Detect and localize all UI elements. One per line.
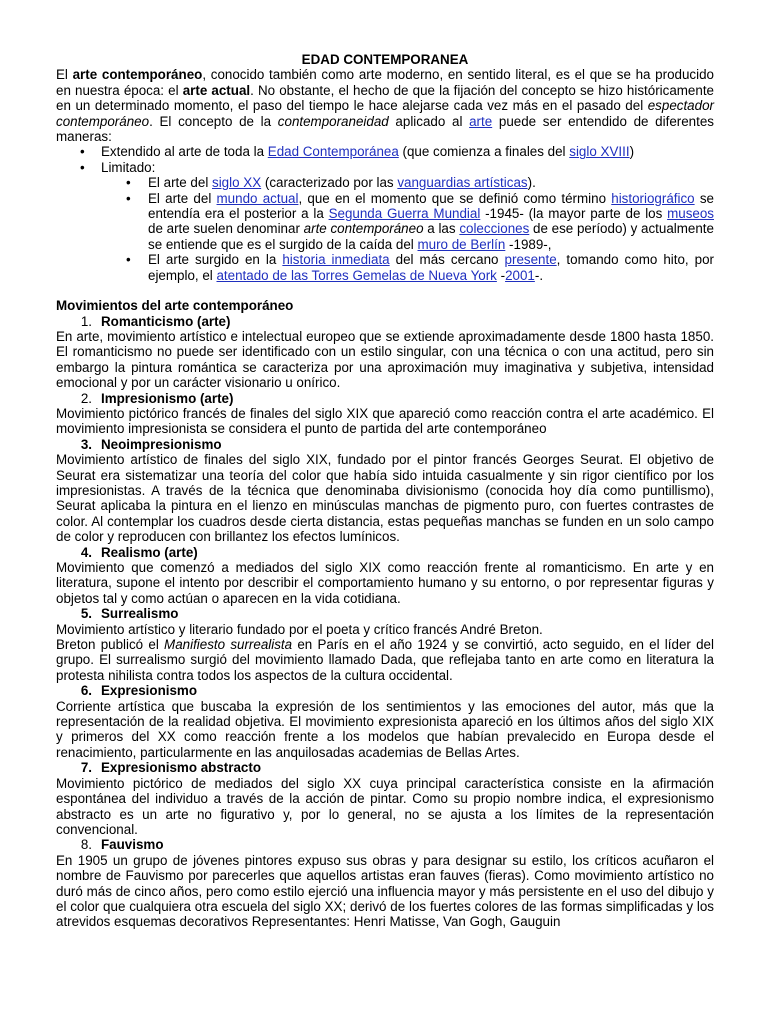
text: de arte suelen denominar xyxy=(148,221,304,237)
link-arte[interactable]: arte xyxy=(469,113,493,129)
italic-term: arte contemporáneo xyxy=(303,221,424,237)
movement-description: Movimiento pictórico de mediados del siglo XX cuya principal característica consiste en la afirmación espontánea del individuo a través de la acción de pintar. Como su propio nombre indica, el expresionismo abstracto es un arte no figurativo y, por lo general, no se ajusta a los límites de la representación convencional. xyxy=(56,775,714,837)
movement-section xyxy=(56,545,714,607)
list-item xyxy=(56,160,714,283)
movement-title: Expresionismo xyxy=(101,683,197,699)
text: -1989-, xyxy=(505,236,552,252)
movement-description: Movimiento artístico de finales del siglo XIX, fundado por el pintor francés Georges Seurat. El objetivo de Seurat era sistematizar una teoría del color que había sido intuida casualmente y sin rigor científico por los impresionistas. A través de la técnica que denominaba divisionismo (conocida hoy día como puntillismo), Seurat aplicaba la pintura en el lienzo en minúsculas manchas de pigmento puro, con fuertes contrastes de color. Al contemplar los cuadros desde cierta distancia, estas pequeñas manchas se funden en un solo campo de color y reproducen con brillantez los efectos lumínicos. xyxy=(56,452,714,545)
text: El arte del xyxy=(148,190,217,206)
movement-heading xyxy=(56,391,714,406)
text: puede ser entendido de diferentes maneras: xyxy=(56,113,714,145)
document-title: EDAD CONTEMPORANEA xyxy=(301,52,469,67)
link-historia-inmediata[interactable]: historia inmediata xyxy=(282,252,390,268)
movement-heading xyxy=(56,837,714,852)
italic-term: espectador contemporáneo xyxy=(56,98,714,129)
italic-term: contemporaneidad xyxy=(277,113,389,129)
text: (que comienza a finales del xyxy=(398,144,570,160)
spacer xyxy=(56,283,714,298)
text: de ese período) y actualmente se entiende que es el surgido de la caída del xyxy=(148,221,714,252)
movement-number: 6. xyxy=(80,683,92,699)
movement-title: Impresionismo (arte) xyxy=(101,390,234,406)
link-torres-gemelas[interactable]: atentado de las Torres Gemelas de Nueva York xyxy=(216,267,497,283)
movement-description: Corriente artística que buscaba la expresión de los sentimientos y las emociones del autor, más que la representación de la realidad objetiva. El movimiento expresionista apareció en los últimos años del siglo XIX y primeros del XX como reacción frente a los modelos que habían prevalecido en Europa desde el renacimiento, particularmente en las anquilosadas academias de Bellas Artes. xyxy=(56,698,714,760)
movement-section xyxy=(56,760,714,837)
movement-title: Neoimpresionismo xyxy=(101,436,222,452)
text: . El concepto de la xyxy=(149,113,278,129)
movement-description: En arte, movimiento artístico e intelectual europeo que se extiende aproximadamente desde 1800 hasta 1850. El romanticismo no puede ser identificado con un estilo singular, con una técnica o con una actitud, pero sin embargo la pintura romántica se caracteriza por una aproximación muy imaginativa y subjetiva, intensidad emocional y por un carácter visionario u onírico. xyxy=(56,328,714,391)
link-colecciones[interactable]: colecciones xyxy=(459,221,530,237)
text: ). xyxy=(527,175,536,191)
definition-list xyxy=(56,144,714,283)
link-segunda-guerra-mundial[interactable]: Segunda Guerra Mundial xyxy=(328,206,481,222)
text: - xyxy=(496,267,506,283)
movement-section xyxy=(56,391,714,437)
link-2001[interactable]: 2001 xyxy=(505,267,535,283)
movement-number: 4. xyxy=(80,544,92,560)
movement-title: Romanticismo (arte) xyxy=(101,313,231,329)
text: -1945- (la mayor parte de los xyxy=(480,206,668,222)
movement-heading xyxy=(56,760,714,775)
text: , que en el momento que se definió como término xyxy=(298,190,612,206)
sub-list-item xyxy=(56,191,714,253)
movement-title: Surrealismo xyxy=(101,606,179,622)
movement-heading xyxy=(56,545,714,560)
link-siglo-xviii[interactable]: siglo XVIII xyxy=(569,144,630,160)
italic-term: Manifiesto surrealista xyxy=(164,637,293,653)
link-mundo-actual[interactable]: mundo actual xyxy=(216,190,299,206)
link-muro-berlin[interactable]: muro de Berlín xyxy=(417,236,506,252)
movement-heading xyxy=(56,314,714,329)
movement-description: En 1905 un grupo de jóvenes pintores expuso sus obras y para designar su estilo, los críticos acuñaron el nombre de Fauvismo por parecerles que aquellos artistas eran fauves (fieras). Como movimiento artístico no duró más de cinco años, pero como estilo ejerció una influencia mayor y más persistente en el uso del dibujo y el color que cualquiera otra escuela del siglo XX; derivó de los fuertes colores de las formas simplificadas y los atrevidos esquemas decorativos Representantes: Henri Matisse, Van Gogh, Gauguin xyxy=(56,852,714,930)
list-item xyxy=(56,144,714,159)
text: Breton publicó el xyxy=(56,637,165,653)
text: aplicado al xyxy=(388,113,470,129)
bold-term: arte actual xyxy=(182,82,251,98)
movement-number: 7. xyxy=(80,760,92,776)
movement-number: 1. xyxy=(80,313,92,329)
link-presente[interactable]: presente xyxy=(504,252,557,268)
sub-list-item xyxy=(56,252,714,283)
text: Extendido al arte de toda la xyxy=(101,144,268,160)
movement-description: Movimiento que comenzó a mediados del siglo XIX como reacción frente al romanticismo. En arte y en literatura, supone el intento por describir el comportamiento humano y su entorno, o por representar figuras y objetos tal y como actúan o aparecen en la vida cotidiana. xyxy=(56,560,714,606)
text: . No obstante, el hecho de que la fijación del concepto se hizo históricamente en un determinado momento, el paso del tiempo le hace alejarse cada vez más en el pasado del xyxy=(56,82,714,114)
movement-section xyxy=(56,437,714,545)
text: El xyxy=(56,67,73,83)
text: -. xyxy=(534,267,544,283)
movement-number: 3. xyxy=(80,436,92,452)
movement-description: Movimiento artístico y literario fundado por el poeta y crítico francés André Breton. xyxy=(56,621,543,637)
text: Limitado: xyxy=(101,159,156,175)
movement-description xyxy=(56,637,714,683)
text: del más cercano xyxy=(389,252,505,268)
text: , conocido también como arte moderno, en sentido literal, es el que se ha producido en nuestra época: el xyxy=(56,67,714,98)
text: ) xyxy=(629,144,635,160)
movement-description: Movimiento pictórico francés de finales del siglo XIX que apareció como reacción contra el arte académico. El movimiento impresionista se considera el punto de partida del arte contemporáneo xyxy=(56,405,714,437)
movement-section xyxy=(56,683,714,760)
link-museos[interactable]: museos xyxy=(667,206,714,222)
movement-number: 2. xyxy=(80,390,92,406)
bold-term: arte contemporáneo xyxy=(72,67,203,83)
movement-section xyxy=(56,837,714,929)
movement-number: 8. xyxy=(80,837,92,853)
intro-paragraph xyxy=(56,67,714,144)
text: a las xyxy=(423,221,460,237)
link-siglo-xx[interactable]: siglo XX xyxy=(212,175,262,191)
movement-section xyxy=(56,606,714,683)
text: , tomando como hito, por ejemplo, el xyxy=(148,252,715,283)
text: (caracterizado por las xyxy=(261,175,398,191)
movement-section xyxy=(56,314,714,391)
movement-heading xyxy=(56,437,714,452)
link-vanguardias[interactable]: vanguardias artísticas xyxy=(397,175,528,191)
text: El arte del xyxy=(148,175,213,191)
text: se entendía era el posterior a la xyxy=(148,190,714,222)
text: El arte surgido en la xyxy=(148,252,283,268)
movement-title: Fauvismo xyxy=(101,837,164,853)
movement-heading xyxy=(56,606,714,621)
document-page xyxy=(56,52,714,930)
sub-list-item xyxy=(56,175,714,190)
text: en París en el año 1924 y se convirtió, acto seguido, en el líder del grupo. El surrealismo surgió del movimiento llamado Dada, que reflejaba tanto en arte como en literatura la protesta nihilista contra todos los aspectos de la cultura occidental. xyxy=(56,637,714,683)
sub-list xyxy=(101,175,714,283)
movement-heading xyxy=(56,683,714,698)
movement-number: 5. xyxy=(80,606,92,622)
movement-title: Realismo (arte) xyxy=(101,544,198,560)
link-edad-contemporanea[interactable]: Edad Contemporánea xyxy=(267,144,399,160)
movements-heading: Movimientos del arte contemporáneo xyxy=(56,298,294,314)
movement-title: Expresionismo abstracto xyxy=(101,760,261,776)
link-historiografico[interactable]: historiográfico xyxy=(611,190,695,206)
